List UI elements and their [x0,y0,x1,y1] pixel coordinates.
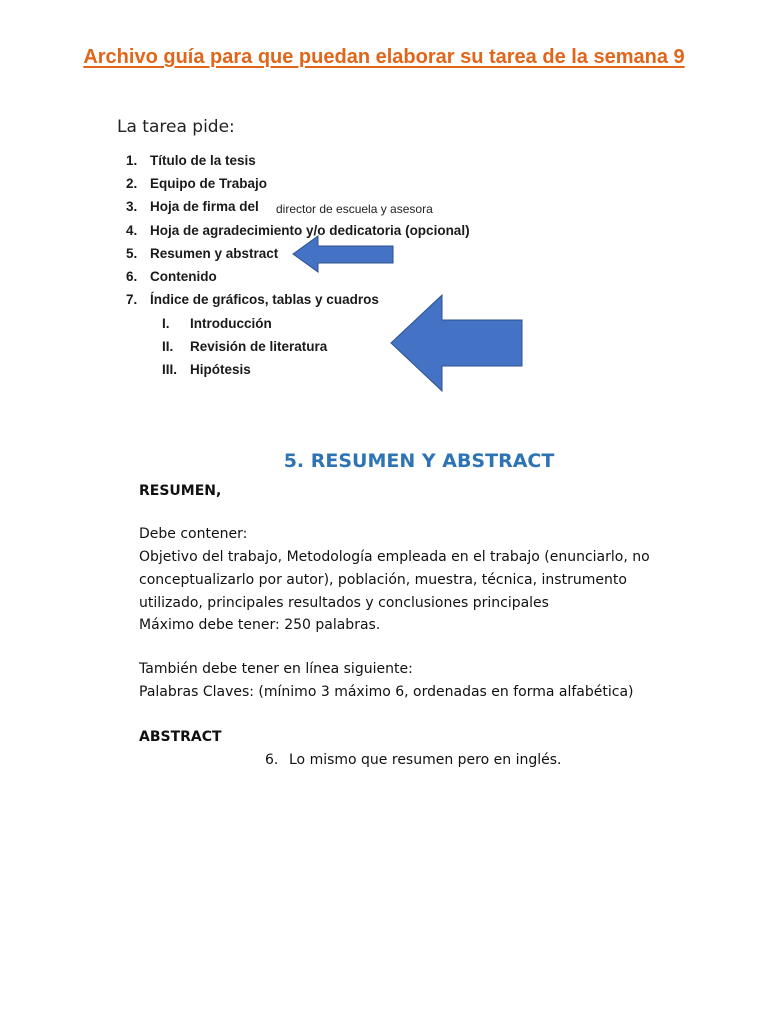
palabras-claves: Palabras Claves: (mínimo 3 máximo 6, ordenadas en forma alfabética) [139,684,634,700]
document-title: Archivo guía para que puedan elaborar su tarea de la semana 9 [83,46,685,68]
resumen-label: RESUMEN, [139,483,222,499]
section-heading: 5. RESUMEN Y ABSTRACT [283,450,555,472]
signature-note: director de escuela y asesora [276,202,433,216]
debe-contener: Debe contener: [139,526,248,542]
abstract-item-num: 6. [265,752,279,768]
left-arrow-icon [293,236,393,272]
abstract-label: ABSTRACT [139,729,222,745]
intro-text: La tarea pide: [117,117,235,137]
content-line: conceptualizarlo por autor), población, muestra, técnica, instrumento [139,572,627,588]
abstract-item-text: Lo mismo que resumen pero en inglés. [289,752,562,768]
content-line: utilizado, principales resultados y conclusiones principales [139,595,549,611]
tambien-text: También debe tener en línea siguiente: [139,661,413,677]
content-line: Objetivo del trabajo, Metodología empleada en el trabajo (enunciarlo, no [139,549,650,565]
max-words: Máximo debe tener: 250 palabras. [139,617,381,633]
left-arrow-icon [391,295,522,391]
